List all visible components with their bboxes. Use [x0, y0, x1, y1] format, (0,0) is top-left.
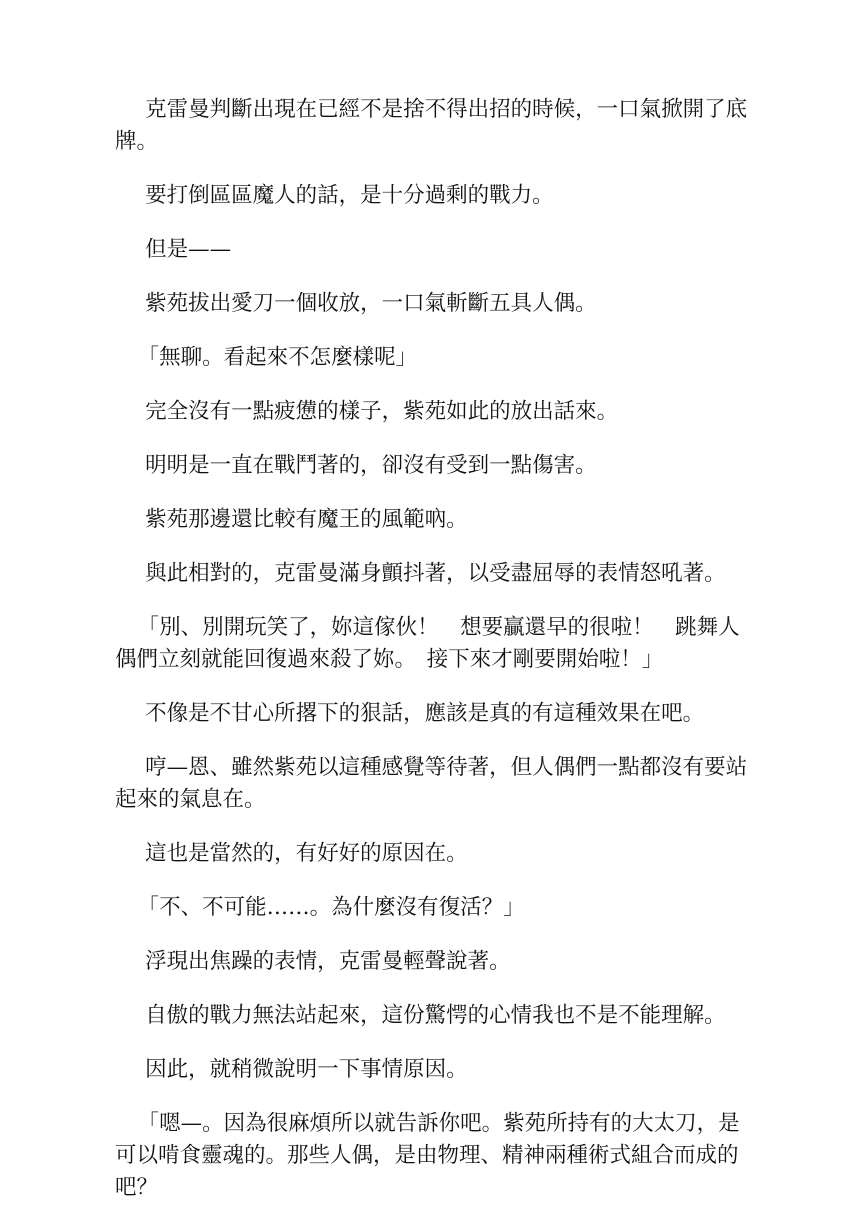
paragraph: 紫苑拔出愛刀一個收放，一口氣斬斷五具人偶。 — [145, 291, 597, 316]
paragraph: 克雷曼判斷出現在已經不是捨不得出招的時候，一口氣掀開了底牌。 — [115, 97, 748, 154]
dialogue-paragraph: 「無聊。看起來不怎麼樣呢」 — [137, 345, 418, 370]
paragraph: 這也是當然的，有好好的原因在。 — [145, 841, 468, 866]
paragraph: 與此相對的，克雷曼滿身顫抖著，以受盡屈辱的表情怒吼著。 — [145, 561, 726, 586]
paragraph: 要打倒區區魔人的話，是十分過剩的戰力。 — [145, 183, 554, 208]
paragraph: 明明是一直在戰鬥著的，卻沒有受到一點傷害。 — [145, 453, 597, 478]
paragraph: 不像是不甘心所撂下的狠話，應該是真的有這種效果在吧。 — [145, 701, 705, 726]
paragraph: 哼—恩、雖然紫苑以這種感覺等待著，但人偶們一點都沒有要站起來的氣息在。 — [115, 755, 748, 812]
paragraph: 完全沒有一點疲憊的樣子，紫苑如此的放出話來。 — [145, 399, 619, 424]
dialogue-paragraph: 「不、不可能……。為什麼沒有復活？」 — [137, 895, 525, 920]
dialogue-paragraph: 「別、別開玩笑了，妳這傢伙！ 想要贏還早的很啦！ 跳舞人偶們立刻就能回復過來殺了妳。 接下來才剛要開始啦！」 — [115, 615, 740, 672]
paragraph: 浮現出焦躁的表情，克雷曼輕聲說著。 — [145, 949, 511, 974]
paragraph: 紫苑那邊還比較有魔王的風範吶。 — [145, 507, 468, 532]
dialogue-paragraph: 「嗯—。因為很麻煩所以就告訴你吧。紫苑所持有的大太刀，是可以啃食靈魂的。那些人偶，是由物理、精神兩種術式組合而成的吧？ — [115, 1111, 740, 1200]
paragraph: 因此，就稍微說明一下事情原因。 — [145, 1057, 468, 1082]
paragraph: 自傲的戰力無法站起來，這份驚愕的心情我也不是不能理解。 — [145, 1003, 726, 1028]
document-body — [115, 94, 750, 1226]
paragraph: 但是—— — [145, 237, 232, 262]
